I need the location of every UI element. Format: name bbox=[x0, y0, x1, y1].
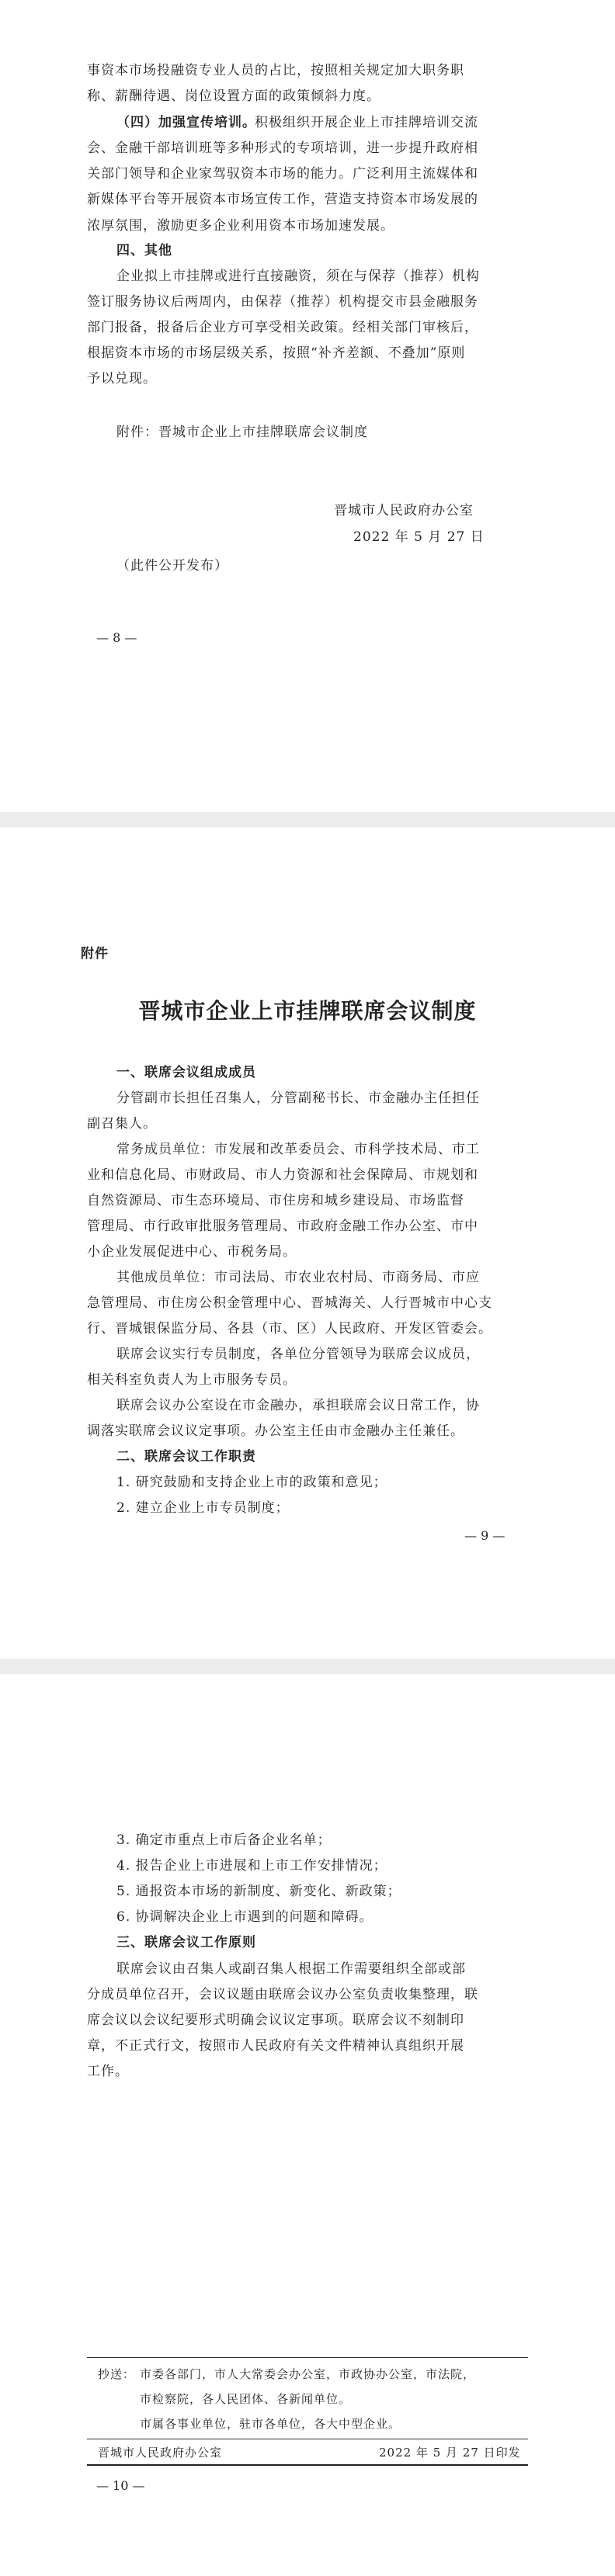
page-number: — 8 — bbox=[96, 630, 137, 645]
body-line: 调落实联席会议议定事项。办公室主任由市金融办主任兼任。 bbox=[87, 1423, 464, 1439]
body-line: 浓厚氛围，激励更多企业利用资本市场加速发展。 bbox=[87, 218, 394, 234]
footer-date: 2022 年 5 月 27 日印发 bbox=[379, 2446, 521, 2460]
section-heading: 四、其他 bbox=[116, 243, 172, 258]
document-title: 晋城市企业上市挂牌联席会议制度 bbox=[138, 998, 477, 1024]
body-line: 工作。 bbox=[87, 2064, 129, 2079]
body-line: 分管副市长担任召集人，分管副秘书长、市金融办主任担任 bbox=[116, 1090, 480, 1106]
list-item: 6. 协调解决企业上市遇到的问题和障碍。 bbox=[116, 1909, 374, 1925]
body-line: 管理局、市行政审批服务管理局、市政府金融工作办公室、市中 bbox=[87, 1219, 478, 1234]
body-line: 常务成员单位：市发展和改革委员会、市科学技术局、市工 bbox=[116, 1142, 480, 1157]
body-line: 积极组织开展企业上市挂牌培训交流 bbox=[255, 115, 478, 130]
body-line: 新媒体平台等开展资本市场宣传工作，营造支持资本市场发展的 bbox=[87, 192, 478, 207]
body-line: 席会议以会议纪要形式明确会议议定事项。联席会议不刻制印 bbox=[87, 2013, 464, 2028]
body-line: 联席会议实行专员制度，各单位分管领导为联席会议成员， bbox=[116, 1347, 480, 1362]
document-page-9 bbox=[0, 827, 615, 1659]
body-line: 签订服务协议后两周内，由保荐（推荐）机构提交市县金融服务 bbox=[87, 294, 478, 310]
cc-line: 市检察院，各人民团体、各新闻单位。 bbox=[140, 2392, 352, 2406]
body-line: 事资本市场投融资专业人员的占比，按照相关规定加大职务职 bbox=[87, 63, 464, 78]
section-heading: 三、联席会议工作原则 bbox=[116, 1935, 256, 1950]
body-line: 关部门领导和企业家驾驭资本市场的能力。广泛利用主流媒体和 bbox=[87, 166, 478, 182]
body-line: 章，不正式行文，按照市人民政府有关文件精神认真组织开展 bbox=[87, 2038, 464, 2054]
body-line: 企业拟上市挂牌或进行直接融资，须在与保荐（推荐）机构 bbox=[116, 269, 480, 284]
body-line: 部门报备，报备后企业方可享受相关政策。经相关部门审核后， bbox=[87, 320, 478, 335]
body-line: 行、晋城银保监分局、各县（市、区）人民政府、开发区管委会。 bbox=[87, 1321, 492, 1337]
body-line: 其他成员单位：市司法局、市农业农村局、市商务局、市应 bbox=[116, 1270, 480, 1285]
section-heading: 一、联席会议组成成员 bbox=[116, 1065, 256, 1080]
list-item: 2. 建立企业上市专员制度； bbox=[116, 1500, 290, 1516]
body-line: 分成员单位召开，会议议题由联席会议办公室负责收集整理，联 bbox=[87, 1987, 478, 2002]
cc-label: 抄送： bbox=[98, 2367, 136, 2381]
list-item: 4. 报告企业上市进展和上市工作安排情况； bbox=[116, 1858, 387, 1874]
body-line: 予以兑现。 bbox=[87, 371, 157, 387]
section-heading: 二、联席会议工作职责 bbox=[116, 1449, 256, 1465]
body-line: 副召集人。 bbox=[87, 1116, 157, 1132]
body-line: 业和信息化局、市财政局、市人力资源和社会保障局、市规划和 bbox=[87, 1167, 478, 1183]
body-line: 会、金融干部培训班等多种形式的专项培训，进一步提升政府相 bbox=[87, 140, 478, 156]
body-line: 相关科室负责人为上市服务专员。 bbox=[87, 1372, 297, 1388]
page-number: — 10 — bbox=[96, 2478, 145, 2493]
footer-issuer: 晋城市人民政府办公室 bbox=[98, 2446, 223, 2460]
body-line: 小企业发展促进中心、市税务局。 bbox=[87, 1244, 297, 1260]
attachment-note: 附件：晋城市企业上市挂牌联席会议制度 bbox=[116, 425, 368, 440]
body-line: 根据资本市场的市场层级关系，按照“补齐差额、不叠加”原则 bbox=[87, 345, 466, 361]
list-item: 5. 通报资本市场的新制度、新变化、新政策； bbox=[116, 1884, 401, 1899]
list-item: 3. 确定市重点上市后备企业名单； bbox=[116, 1832, 332, 1848]
page-number: — 9 — bbox=[464, 1528, 506, 1543]
body-line: 联席会议由召集人或副召集人根据工作需要组织全部或部 bbox=[116, 1961, 466, 1977]
cc-line: 市属各事业单位，驻市各单位，各大中型企业。 bbox=[140, 2417, 401, 2431]
issue-date: 2022 年 5 月 27 日 bbox=[353, 529, 485, 545]
distribution-top-rule bbox=[87, 2357, 528, 2358]
body-line: 称、薪酬待遇、岗位设置方面的政策倾斜力度。 bbox=[87, 88, 380, 104]
subheading: （四）加强宣传培训。 bbox=[116, 115, 256, 130]
cc-line: 市委各部门，市人大常委会办公室，市政协办公室，市法院， bbox=[140, 2367, 476, 2381]
publication-note: （此件公开发布） bbox=[116, 558, 228, 574]
body-line: 联席会议办公室设在市金融办，承担联席会议日常工作，协 bbox=[116, 1398, 480, 1413]
attachment-label: 附件 bbox=[81, 946, 109, 962]
list-item: 1. 研究鼓励和支持企业上市的政策和意见； bbox=[116, 1475, 387, 1490]
document-page-10 bbox=[0, 1674, 615, 2576]
body-line: 急管理局、市住房公积金管理中心、晋城海关、人行晋城市中心支 bbox=[87, 1295, 492, 1311]
body-line: 自然资源局、市生态环境局、市住房和城乡建设局、市场监督 bbox=[87, 1193, 464, 1208]
document-page-8 bbox=[0, 0, 615, 812]
distribution-bottom-rule bbox=[87, 2464, 528, 2466]
issuer-name: 晋城市人民政府办公室 bbox=[334, 503, 474, 518]
